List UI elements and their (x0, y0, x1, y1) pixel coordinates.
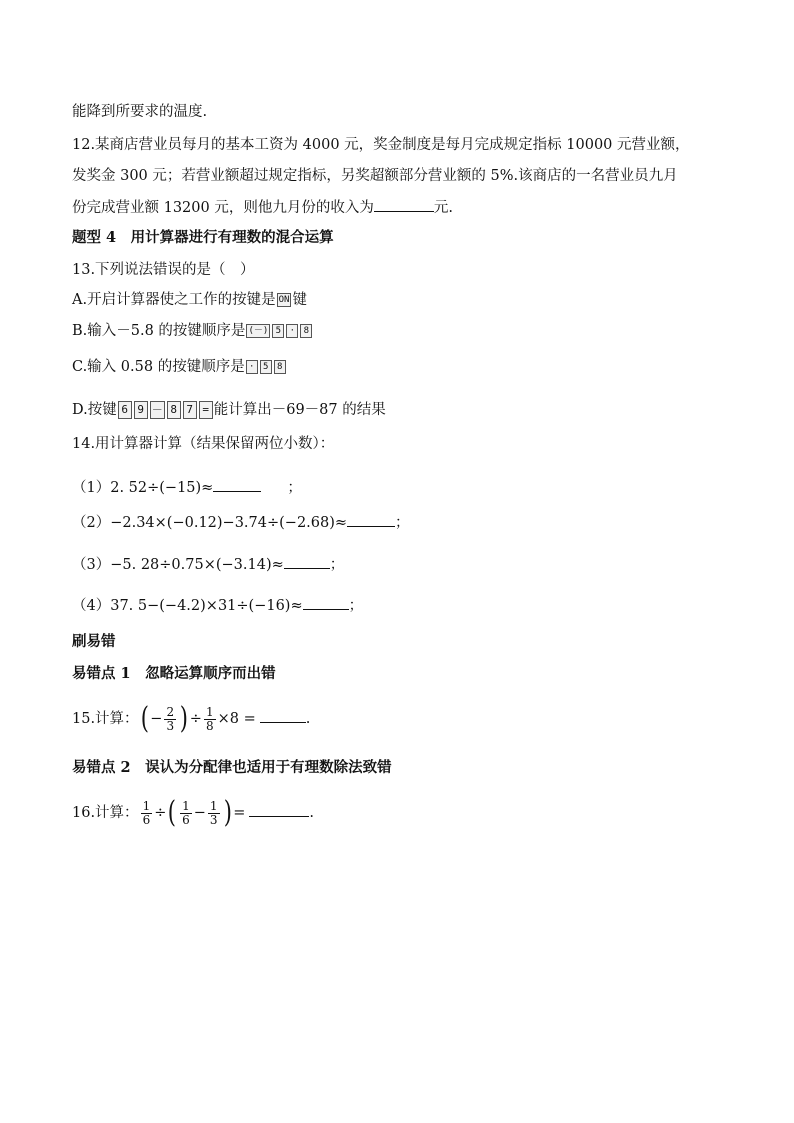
part-1-end: ； (287, 480, 302, 496)
question-15-tail: ×8 = (217, 711, 256, 727)
answer-blank-15[interactable] (260, 708, 306, 723)
question-13-option-b (72, 321, 734, 341)
division-sign: ÷ (189, 711, 202, 727)
question-15-end: . (305, 711, 311, 727)
section-heading-mistake-1: 易错点 1 忽略运算顺序而出错 (72, 665, 276, 682)
answer-blank-12[interactable] (374, 197, 434, 212)
right-paren-icon: ) (223, 795, 232, 830)
digit-8-key-icon: 8 (300, 324, 312, 338)
option-d-end: 能计算出－69－87 的结果 (213, 402, 386, 418)
division-sign: ÷ (154, 805, 167, 821)
fraction-sign: − (150, 711, 163, 727)
decimal-key-icon: · (246, 360, 258, 374)
option-d-text: D.按键 (72, 402, 117, 418)
on-key-icon: ON (278, 295, 290, 305)
digit-7-key-icon: 7 (183, 401, 197, 419)
left-paren-icon: ( (168, 795, 177, 830)
question-15 (72, 702, 734, 736)
question-13-option-d (72, 400, 734, 420)
question-14-part-1 (72, 477, 734, 498)
part-2-expression: （2）−2.34×(−0.12)−3.74÷(−2.68)≈ (72, 515, 348, 531)
equals-sign: = (233, 805, 246, 821)
question-13-option-c (72, 357, 734, 377)
part-4-expression: （4）37. 5−(−4.2)×31÷(−16)≈ (72, 598, 303, 614)
option-a-text: A.开启计算器使之工作的按键是 (72, 292, 276, 308)
question-13-option-a (72, 290, 734, 310)
negative-key-icon: (－) (248, 326, 269, 336)
section-heading-type-4: 题型 4 用计算器进行有理数的混合运算 (72, 229, 334, 246)
part-1-expression: （1）2. 52÷(−15)≈ (72, 480, 214, 496)
digit-9-key-icon: 9 (134, 401, 148, 419)
minus-sign: − (193, 805, 206, 821)
question-12-line-3 (72, 197, 734, 218)
question-12-text: 份完成营业额 13200 元，则他九月份的收入为 (72, 200, 374, 216)
answer-blank-14-3[interactable] (284, 554, 330, 569)
question-12-end: 元. (433, 200, 453, 216)
fraction-one-eighth: $\frac{1}{8}$ (205, 704, 214, 733)
text-line-continued: 能降到所要求的温度. (72, 104, 208, 120)
fraction-one-sixth: $\frac{1}{6}$ (142, 798, 151, 827)
answer-blank-14-1[interactable] (213, 477, 261, 492)
question-16-label: 16.计算： (72, 805, 139, 821)
equals-key-icon: = (199, 401, 213, 419)
fraction-one-sixth-inner: $\frac{1}{6}$ (182, 798, 190, 827)
part-4-end: ； (348, 598, 364, 614)
right-paren-icon: ) (179, 701, 189, 736)
question-12-line-2: 发奖金 300 元；若营业额超过规定指标，另奖超额部分营业额的 5%.该商店的一名营业员九月 (72, 168, 678, 184)
part-3-end: ； (329, 557, 345, 573)
option-a-end: 键 (292, 292, 307, 308)
question-14-part-4 (72, 595, 734, 616)
question-16 (72, 796, 734, 830)
question-14-part-3 (72, 554, 734, 575)
answer-blank-14-2[interactable] (347, 512, 395, 527)
option-b-text: B.输入－5.8 的按键顺序是 (72, 323, 246, 339)
question-12-line-1: 12.某商店营业员每月的基本工资为 4000 元，奖金制度是每月完成规定指标 10000 元营业额， (72, 137, 690, 153)
section-heading-common-mistakes: 刷易错 (72, 633, 116, 650)
question-16-end: . (309, 805, 314, 821)
fraction-two-thirds: $\frac{2}{3}$ (166, 704, 175, 733)
minus-key-icon: － (150, 401, 165, 419)
digit-8-key-icon: 8 (167, 401, 181, 419)
answer-blank-16[interactable] (249, 802, 309, 817)
decimal-key-icon: · (286, 324, 298, 338)
left-paren-icon: ( (140, 701, 149, 736)
part-3-expression: （3）−5. 28÷0.75×(−3.14)≈ (72, 557, 284, 573)
question-15-label: 15.计算： (72, 711, 139, 727)
digit-5-key-icon: 5 (272, 324, 284, 338)
answer-blank-14-4[interactable] (303, 595, 349, 610)
question-14-part-2 (72, 512, 734, 533)
digit-8-key-icon: 8 (274, 360, 286, 374)
question-13: 13.下列说法错误的是（ ） (72, 262, 255, 278)
question-14: 14.用计算器计算（结果保留两位小数）： (72, 436, 335, 452)
digit-5-key-icon: 5 (260, 360, 272, 374)
option-c-text: C.输入 0.58 的按键顺序是 (72, 359, 245, 375)
fraction-one-third: $\frac{1}{3}$ (209, 798, 218, 827)
section-heading-mistake-2: 易错点 2 误认为分配律也适用于有理数除法致错 (72, 759, 392, 776)
digit-6-key-icon: 6 (118, 401, 132, 419)
part-2-end: ； (395, 515, 410, 531)
